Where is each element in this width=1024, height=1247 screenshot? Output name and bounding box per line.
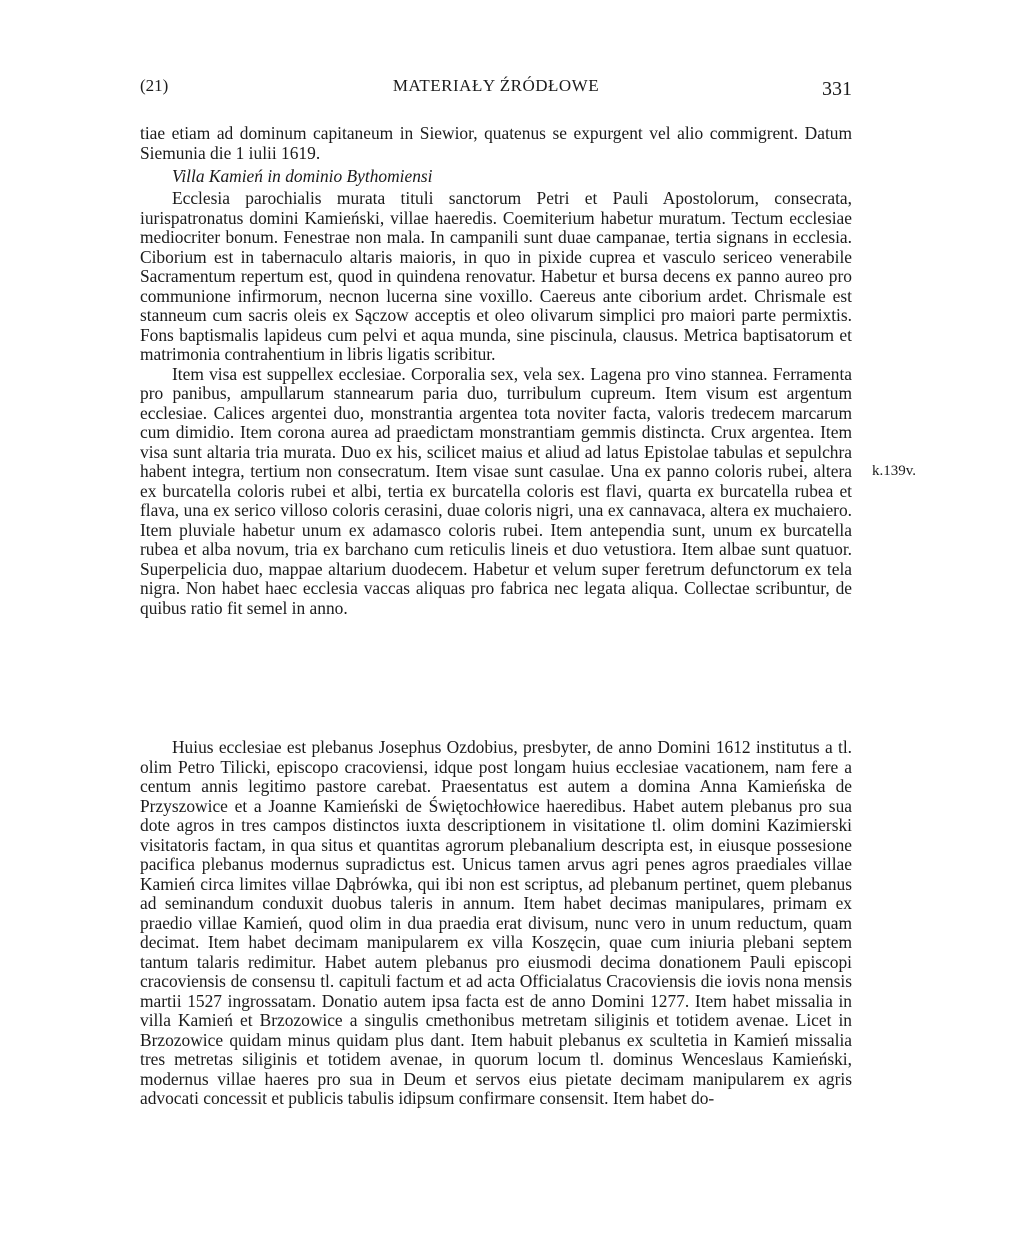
paragraph-text: tiae etiam ad dominum capitaneum in Siewior, quatenus se expurgent vel alio commigrent. Datum Siemunia die 1 iulii 1619.	[140, 123, 852, 163]
page-header	[140, 74, 852, 104]
header-section-number: (21)	[140, 76, 169, 95]
paragraph-text: Item visa est suppellex ecclesiae. Corporalia sex, vela sex. Lagena pro vino stannea. Ferramenta pro panibus, ampullarum stannearum paria duo, turribulum cupreum. Item visum est argentum ecclesiae. Calices argentei duo, monstrantia argentea tota noviter facta, valoris tredecem marcarum cum dimidio. Item corona aurea ad praedictam monstrantiam gemmis distincta. Crux argentea. Item visa sunt altaria tria murata. Duo ex his, scilicet maius et aliud ad latus Epistolae tabulas et sepulchra habent integra, tertium non consecratum. Item visae sunt casulae. Una ex panno coloris rubei, altera ex burcatella coloris rubei et albi, tertia ex burcatella coloris est flavi, quarta ex burcatella rubea et flava, una ex serico villoso coloris cerasini, duae coloris nigri, una ex cannavaca, altera ex muchaiero. Item pluviale habetur unum ex adamasco coloris rubei. Item antependia sunt, unum ex burcatella rubea et alba novum, tria ex barchano cum reticulis lineis et duo vetustiora. Item albae sunt quatuor. Superpelicia duo, mappae altarium duodecem. Habetur et velum super feretrum defunctorum ex tela nigra. Non habet haec ecclesia vaccas aliquas pro fabrica nec legata aliqua. Collectae scribuntur, de quibus ratio fit semel in anno.	[140, 363, 852, 618]
section-heading: Villa Kamień in dominio Bythomiensi	[172, 166, 433, 186]
continuation-paragraph	[140, 124, 852, 163]
plebanus-paragraph	[140, 738, 852, 1109]
paragraph-text: Huius ecclesiae est plebanus Josephus Ozdobius, presbyter, de anno Domini 1612 institutus a tl. olim Petro Tilicki, episcopo cracoviensi, idque post longam huius ecclesiae vacationem, nam fere a centum annis legitimo pastore carebat. Praesentatus est autem a domina Anna Kamieńska de Przyszowice et a Joanne Kamieński de Świętochłowice haeredibus. Habet autem plebanus pro sua dote agros in tres campos distinctos iuxta descriptionem in visitatione tl. olim domini Kazimierski visitatoris factam, in qua situs et quantitas agrorum plebanalium descripta est, in eiusque possesione pacifica plebanus modernus supradictus est. Unicus tamen arvus agri penes agros praediales villae Kamień circa limites villae Dąbrówka, qui ibi non est scriptus, ad plebanum pertinet, quem plebanus ad seminandum conduxit duobus taleris in annum. Item habet decimas manipulares, primam ex praedio villae Kamień, quod olim in dua praedia erat divisum, nunc vero in unum reductum, quam decimat. Item habet decimam manipularem ex villa Koszęcin, quae cum iniuria plebani septem tantum talaris redimitur. Habet autem plebanus pro eiusmodi decima donationem Pauli episcopi cracoviensis de consensu tl. capituli factum et ad acta Officialatus Cracoviensis die iovis nona mensis martii 1527 ingrossatam. Donatio autem ipsa facta est de anno Domini 1277. Item habet missalia in villa Kamień et Brzozowice a singulis cmethonibus metretam siliginis et totidem avenae. Licet in Brzozowice quidam minus quidam plus dant. Item habuit plebanus ex scultetia in Kamień missalia tres metretas siliginis et totidem avenae, in quorum locum tl. dominus Wenceslaus Kamieński, modernus villae haeres pro sua in Deum et servos eius pietate decimam manipularem ex agris advocati concessit et publicis tabulis idipsum confirmare consensit. Item habet do-	[140, 737, 852, 1108]
page-number: 331	[822, 78, 852, 100]
header-title: MATERIAŁY ŹRÓDŁOWE	[392, 76, 600, 95]
paragraph-text: Ecclesia parochialis murata tituli sanctorum Petri et Pauli Apostolorum, consecrata, iurispatronatus domini Kamieński, villae haeredis. Coemiterium habetur muratum. Tectum ecclesiae mediocriter bonum. Fenestrae non mala. In campanili sunt duae campanae, tertia signans in ecclesia. Ciborium est in tabernaculo altaris maioris, in quo in pixide cuprea et vasculo sericeo venerabile Sacramentum repertum est, quod in quindena renovatur. Habetur et bursa decens ex panno aureo pro communione infirmorum, necnon lucerna sine voxillo. Caereus ante ciborium ardet. Chrismale est stanneum cum sacris oleis ex Sączow acceptis et oleo olivarum simplici pro maiori parte permixtis. Fons baptismalis lapideus cum pelvi et aqua munda, sine piscinula, clausus. Metrica baptisatorum et matrimonia contrahentium in libris ligatis scribitur.	[140, 188, 852, 364]
church-description	[140, 189, 852, 618]
margin-folio-note: k.139v.	[872, 463, 917, 479]
